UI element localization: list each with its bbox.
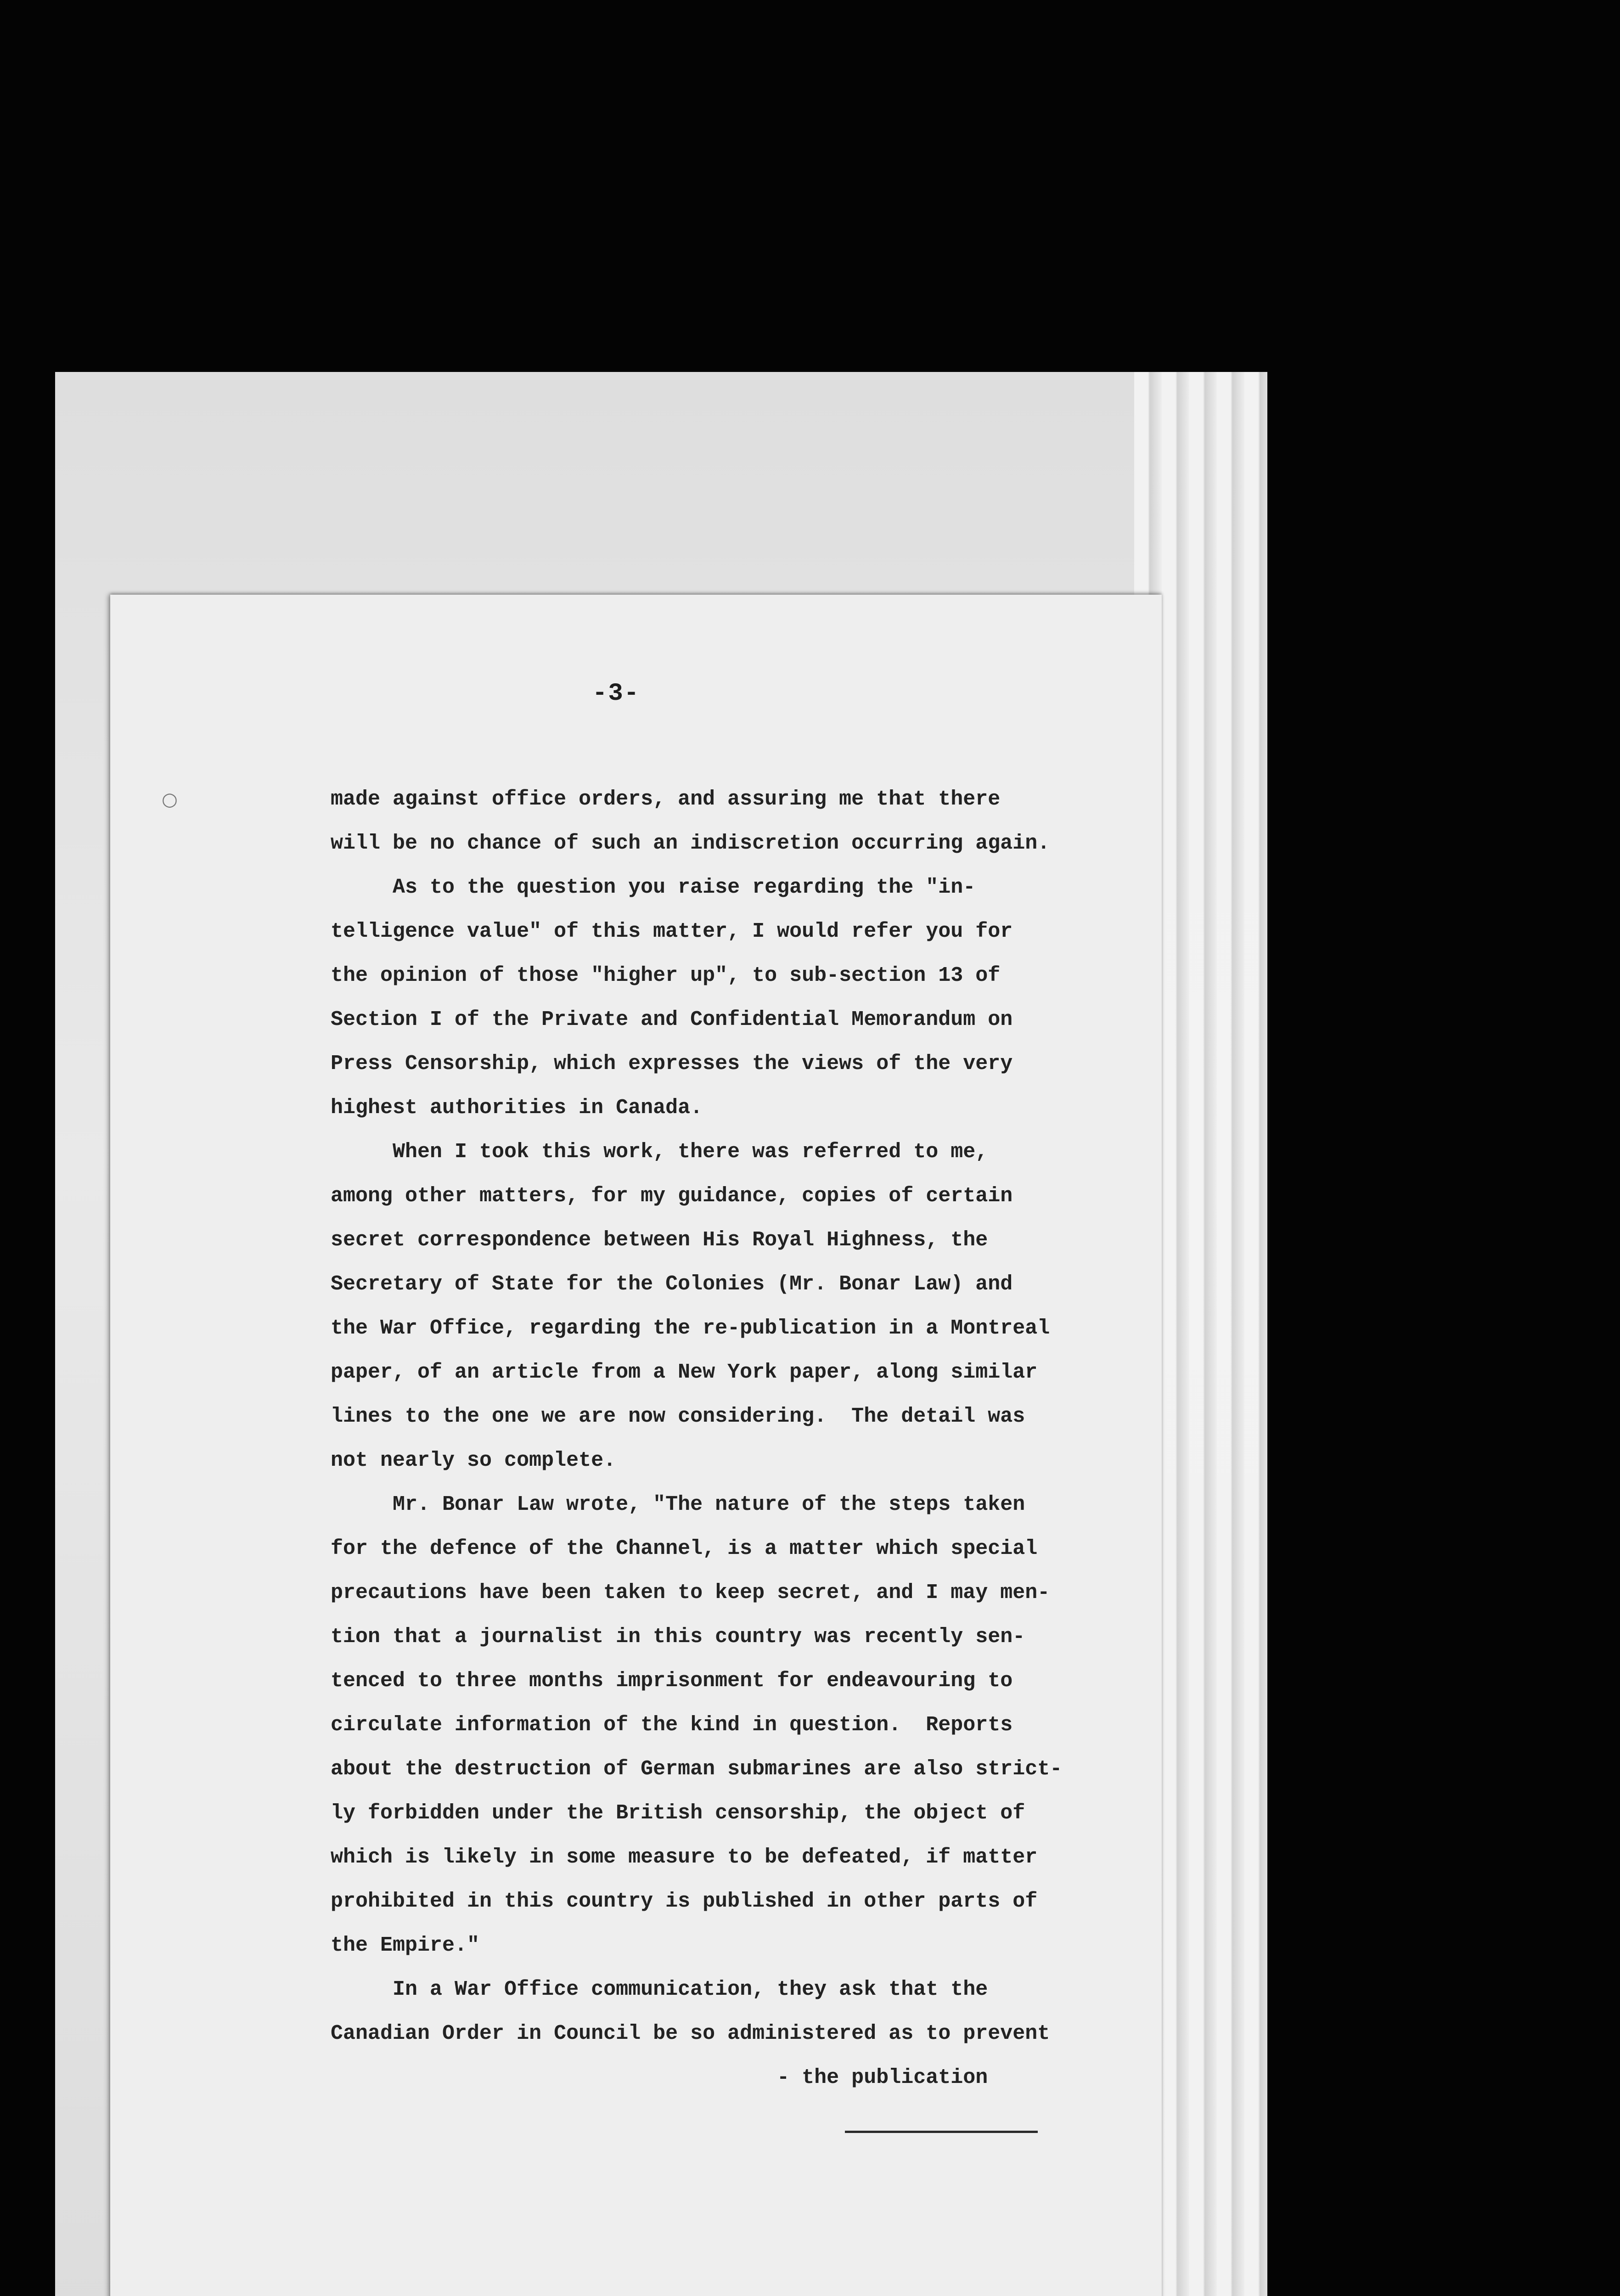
text-line: the Empire.": [331, 1934, 480, 1957]
text-line: secret correspondence between His Royal Highness, the: [331, 1228, 988, 1252]
text-line: tion that a journalist in this country was recently sen-: [331, 1625, 1025, 1649]
text-line: Canadian Order in Council be so administered as to prevent: [331, 2022, 1050, 2045]
text-line: will be no chance of such an indiscretion occurring again.: [331, 832, 1050, 855]
text-line: lines to the one we are now considering. The detail was: [331, 1405, 1025, 1428]
text-line: which is likely in some measure to be defeated, if matter: [331, 1846, 1038, 1869]
text-line: prohibited in this country is published in other parts of: [331, 1890, 1038, 1913]
signature-rule: [845, 2131, 1038, 2133]
page-number: -3-: [592, 680, 640, 708]
text-line: the War Office, regarding the re-publication in a Montreal: [331, 1317, 1050, 1340]
text-line: In a War Office communication, they ask that the: [331, 1978, 988, 2001]
text-line: the opinion of those "higher up", to sub-section 13 of: [331, 964, 1001, 987]
text-line: among other matters, for my guidance, copies of certain: [331, 1184, 1013, 1208]
text-line: - the publication: [331, 2066, 988, 2089]
text-line: paper, of an article from a New York paper, along similar: [331, 1361, 1038, 1384]
text-line: When I took this work, there was referred to me,: [331, 1140, 988, 1164]
text-line: for the defence of the Channel, is a matter which special: [331, 1537, 1038, 1560]
text-line: ly forbidden under the British censorship, the object of: [331, 1801, 1025, 1825]
text-line: Mr. Bonar Law wrote, "The nature of the steps taken: [331, 1493, 1025, 1516]
text-line: tenced to three months imprisonment for endeavouring to: [331, 1669, 1013, 1693]
text-line: circulate information of the kind in question. Reports: [331, 1713, 1013, 1737]
text-line: As to the question you raise regarding the "in-: [331, 876, 976, 899]
text-line: made against office orders, and assuring me that there: [331, 788, 1001, 811]
text-line: telligence value" of this matter, I would refer you for: [331, 920, 1013, 943]
punch-hole-mark: ○: [162, 789, 178, 810]
text-line: Secretary of State for the Colonies (Mr. Bonar Law) and: [331, 1272, 1013, 1296]
text-line: Press Censorship, which expresses the views of the very: [331, 1052, 1013, 1075]
text-line: not nearly so complete.: [331, 1449, 616, 1472]
text-line: Section I of the Private and Confidential Memorandum on: [331, 1008, 1013, 1031]
text-line: about the destruction of German submarines are also strict-: [331, 1757, 1063, 1781]
text-line: highest authorities in Canada.: [331, 1096, 703, 1120]
text-line: precautions have been taken to keep secret, and I may men-: [331, 1581, 1050, 1604]
